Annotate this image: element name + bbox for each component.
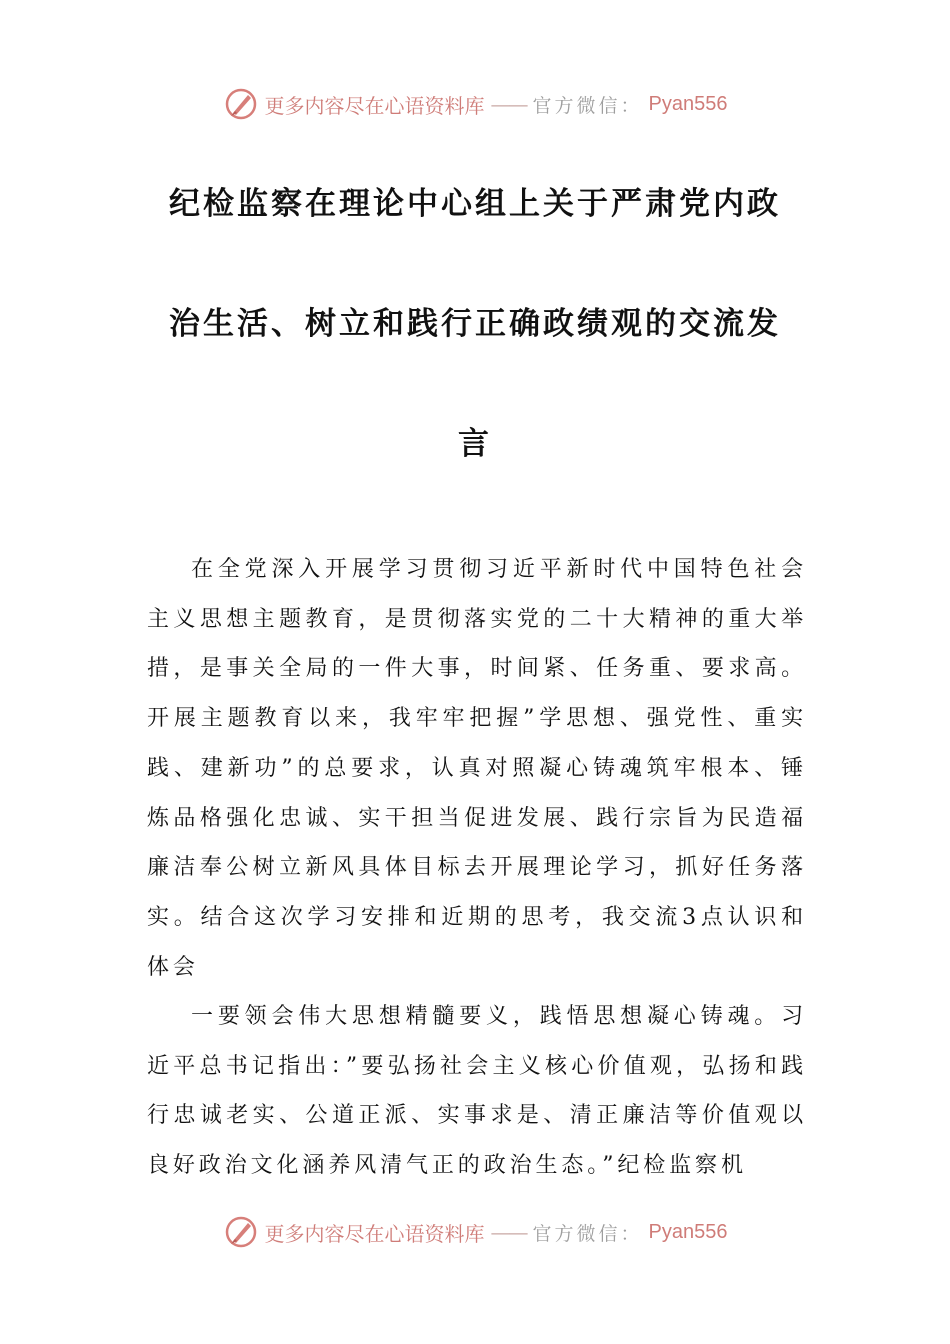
body-paragraph-2 xyxy=(147,992,807,1191)
pen-logo-icon xyxy=(223,1214,259,1250)
paragraph-text: 一要领会伟大思想精髓要义，践悟思想凝心铸魂。习近平总书记指出：”要弘扬社会主义核心价值观，弘扬和践行忠诚老实、公道正派、实事求是、清正廉洁等价值观以良好政治文化涵养风清气正的政治生态。”纪检监察机 xyxy=(147,1004,807,1179)
watermark-dash: —— xyxy=(490,92,527,116)
watermark-sub-text: 官方微信： xyxy=(532,1222,643,1245)
watermark-dash: —— xyxy=(490,1220,527,1244)
watermark-sub-text: 官方微信： xyxy=(532,94,643,117)
document-title-line-2: 治生活、树立和践行正确政绩观的交流发 xyxy=(169,306,781,342)
header-watermark xyxy=(0,84,950,124)
body-paragraph-1 xyxy=(147,545,807,992)
paragraph-text: 在全党深入开展学习贯彻习近平新时代中国特色社会主义思想主题教育，是贯彻落实党的二十大精神的重大举措，是事关全局的一件大事，时间紧、任务重、要求高。开展主题教育以来，我牢牢把握”学思想、强党性、重实践、建新功”的总要求，认真对照凝心铸魂筑牢根本、锤炼品格强化忠诚、实干担当促进发展、践行宗旨为民造福廉洁奉公树立新风具体目标去开展理论学习，抓好任务落实。结合这次学习安排和近期的思考，我交流3点认识和体会 xyxy=(147,557,807,980)
watermark-wechat-id: Pyan556 xyxy=(648,92,728,115)
pen-logo-icon xyxy=(223,86,259,122)
watermark-wechat-id: Pyan556 xyxy=(648,1220,728,1243)
document-title-line-1: 纪检监察在理论中心组上关于严肃党内政 xyxy=(169,186,781,222)
document-title-line-3: 言 xyxy=(458,426,492,462)
footer-watermark xyxy=(0,1212,950,1252)
watermark-main-text: 更多内容尽在心语资料库 xyxy=(264,1221,485,1246)
watermark-main-text: 更多内容尽在心语资料库 xyxy=(264,93,485,118)
